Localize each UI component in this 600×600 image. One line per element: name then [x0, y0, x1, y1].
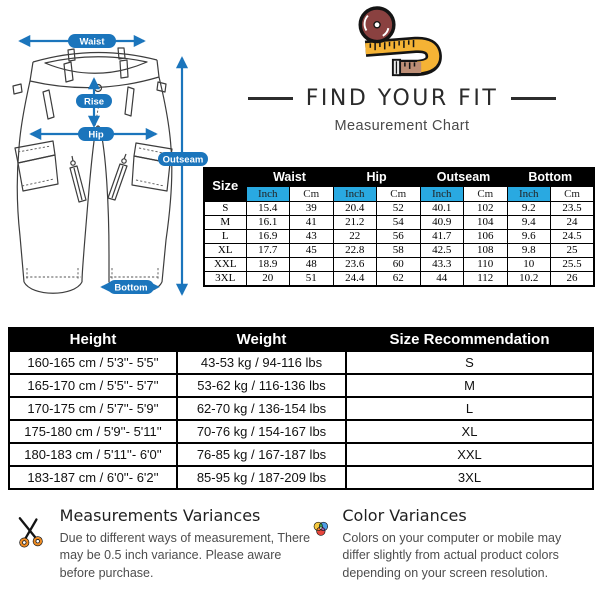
size-row — [204, 230, 594, 244]
bottom-group-header: Bottom — [507, 168, 594, 187]
height-cell: 180-183 cm / 5'11''- 6'0'' — [9, 443, 177, 466]
waist-label — [68, 34, 116, 48]
recommendation-header-row — [9, 328, 593, 351]
weight-cell: 76-85 kg / 167-187 lbs — [177, 443, 346, 466]
size-value: 9.4 — [507, 216, 551, 230]
size-value: 9.6 — [507, 230, 551, 244]
size-value: 42.5 — [420, 244, 464, 258]
bottom-label — [108, 280, 154, 294]
size-name: M — [204, 216, 246, 230]
recommendation-row — [9, 351, 593, 374]
size-value: 40.9 — [420, 216, 464, 230]
weight-cell: 85-95 kg / 187-209 lbs — [177, 466, 346, 489]
color-variances-body: Colors on your computer or mobile may differ slightly from actual product colors depending on your screen resolution. — [342, 531, 562, 580]
size-value: 16.9 — [246, 230, 290, 244]
weight-cell: 62-70 kg / 136-154 lbs — [177, 397, 346, 420]
color-variances-title: Color Variances — [342, 506, 467, 525]
height-cell: 160-165 cm / 5'3''- 5'5'' — [9, 351, 177, 374]
size-cell: M — [346, 374, 593, 397]
outseam-label — [158, 152, 208, 166]
size-value: 39 — [290, 202, 334, 216]
size-value: 51 — [290, 272, 334, 287]
hip-group-header: Hip — [333, 168, 420, 187]
bottom-label-text: Bottom — [114, 282, 148, 294]
unit-inch-header: Inch — [333, 187, 377, 202]
size-value: 9.8 — [507, 244, 551, 258]
size-cell: 3XL — [346, 466, 593, 489]
size-value: 9.2 — [507, 202, 551, 216]
size-row — [204, 258, 594, 272]
size-value: 21.2 — [333, 216, 377, 230]
size-value: 10 — [507, 258, 551, 272]
size-value: 58 — [377, 244, 421, 258]
size-value: 110 — [464, 258, 508, 272]
height-cell: 183-187 cm / 6'0''- 6'2'' — [9, 466, 177, 489]
weight-cell: 43-53 kg / 94-116 lbs — [177, 351, 346, 374]
size-recommendation-column-header: Size Recommendation — [346, 328, 593, 351]
size-row — [204, 244, 594, 258]
size-name: 3XL — [204, 272, 246, 287]
unit-inch-header: Inch — [246, 187, 290, 202]
unit-cm-header: Cm — [290, 187, 334, 202]
size-value: 104 — [464, 216, 508, 230]
size-row — [204, 216, 594, 230]
size-cell: S — [346, 351, 593, 374]
size-value: 52 — [377, 202, 421, 216]
size-value: 16.1 — [246, 216, 290, 230]
size-cell: XL — [346, 420, 593, 443]
size-value: 23.6 — [333, 258, 377, 272]
size-value: 41.7 — [420, 230, 464, 244]
recommendation-row — [9, 374, 593, 397]
height-cell: 170-175 cm / 5'7''- 5'9'' — [9, 397, 177, 420]
scissors-icon — [16, 506, 47, 556]
recommendation-row — [9, 397, 593, 420]
title-dash-left — [248, 97, 293, 100]
size-chart-table — [203, 167, 595, 287]
brand-header — [218, 4, 586, 134]
size-value: 62 — [377, 272, 421, 287]
size-value: 45 — [290, 244, 334, 258]
size-cell: XXL — [346, 443, 593, 466]
size-value: 22.8 — [333, 244, 377, 258]
unit-header-row — [204, 187, 594, 202]
unit-inch-header: Inch — [507, 187, 551, 202]
size-value: 24.5 — [551, 230, 595, 244]
size-name: XXL — [204, 258, 246, 272]
weight-cell: 70-76 kg / 154-167 lbs — [177, 420, 346, 443]
size-value: 56 — [377, 230, 421, 244]
size-value: 24.4 — [333, 272, 377, 287]
title-dash-right — [511, 97, 556, 100]
size-value: 40.1 — [420, 202, 464, 216]
size-value: 10.2 — [507, 272, 551, 287]
size-value: 48 — [290, 258, 334, 272]
size-name: XL — [204, 244, 246, 258]
size-recommendation-table — [8, 327, 594, 490]
size-value: 44 — [420, 272, 464, 287]
size-value: 112 — [464, 272, 508, 287]
height-column-header: Height — [9, 328, 177, 351]
size-value: 60 — [377, 258, 421, 272]
outseam-group-header: Outseam — [420, 168, 507, 187]
size-value: 20.4 — [333, 202, 377, 216]
size-value: 41 — [290, 216, 334, 230]
size-value: 108 — [464, 244, 508, 258]
hip-label-text: Hip — [88, 129, 104, 141]
color-circles-icon — [312, 506, 330, 552]
size-value: 25.5 — [551, 258, 595, 272]
tape-measure-icon — [354, 4, 450, 82]
size-value: 20 — [246, 272, 290, 287]
size-row — [204, 202, 594, 216]
measurement-variances-title: Measurements Variances — [59, 506, 261, 525]
size-value: 43 — [290, 230, 334, 244]
hip-label — [78, 127, 114, 141]
recommendation-row — [9, 466, 593, 489]
unit-inch-header: Inch — [420, 187, 464, 202]
size-name: S — [204, 202, 246, 216]
page-subtitle: Measurement Chart — [334, 118, 470, 134]
size-value: 102 — [464, 202, 508, 216]
unit-cm-header: Cm — [464, 187, 508, 202]
outseam-label-text: Outseam — [162, 154, 204, 166]
measurement-variances-body: Due to different ways of measurement, There may be 0.5 inch variance. Please aware before purchase. — [59, 531, 311, 580]
pants-measurement-diagram — [0, 0, 212, 312]
rise-label — [76, 94, 112, 108]
footer-notes — [16, 506, 592, 582]
group-header-row — [204, 168, 594, 187]
unit-cm-header: Cm — [551, 187, 595, 202]
rise-label-text: Rise — [83, 96, 105, 108]
size-value: 22 — [333, 230, 377, 244]
weight-column-header: Weight — [177, 328, 346, 351]
page-title: FIND YOUR FIT — [305, 86, 499, 111]
waist-group-header: Waist — [246, 168, 333, 187]
size-value: 18.9 — [246, 258, 290, 272]
size-cell: L — [346, 397, 593, 420]
recommendation-row — [9, 443, 593, 466]
size-value: 106 — [464, 230, 508, 244]
size-value: 43.3 — [420, 258, 464, 272]
size-column-header: Size — [204, 168, 246, 202]
size-value: 17.7 — [246, 244, 290, 258]
recommendation-row — [9, 420, 593, 443]
color-variances-note — [312, 506, 592, 582]
size-value: 54 — [377, 216, 421, 230]
height-cell: 165-170 cm / 5'5''- 5'7'' — [9, 374, 177, 397]
pants-outline-drawing — [13, 48, 172, 293]
size-value: 23.5 — [551, 202, 595, 216]
size-value: 25 — [551, 244, 595, 258]
measurement-variances-note — [16, 506, 312, 582]
unit-cm-header: Cm — [377, 187, 421, 202]
title-row — [218, 86, 586, 111]
height-cell: 175-180 cm / 5'9''- 5'11'' — [9, 420, 177, 443]
weight-cell: 53-62 kg / 116-136 lbs — [177, 374, 346, 397]
waist-label-text: Waist — [79, 36, 105, 48]
size-row — [204, 272, 594, 287]
size-value: 15.4 — [246, 202, 290, 216]
size-name: L — [204, 230, 246, 244]
size-value: 24 — [551, 216, 595, 230]
size-value: 26 — [551, 272, 595, 287]
